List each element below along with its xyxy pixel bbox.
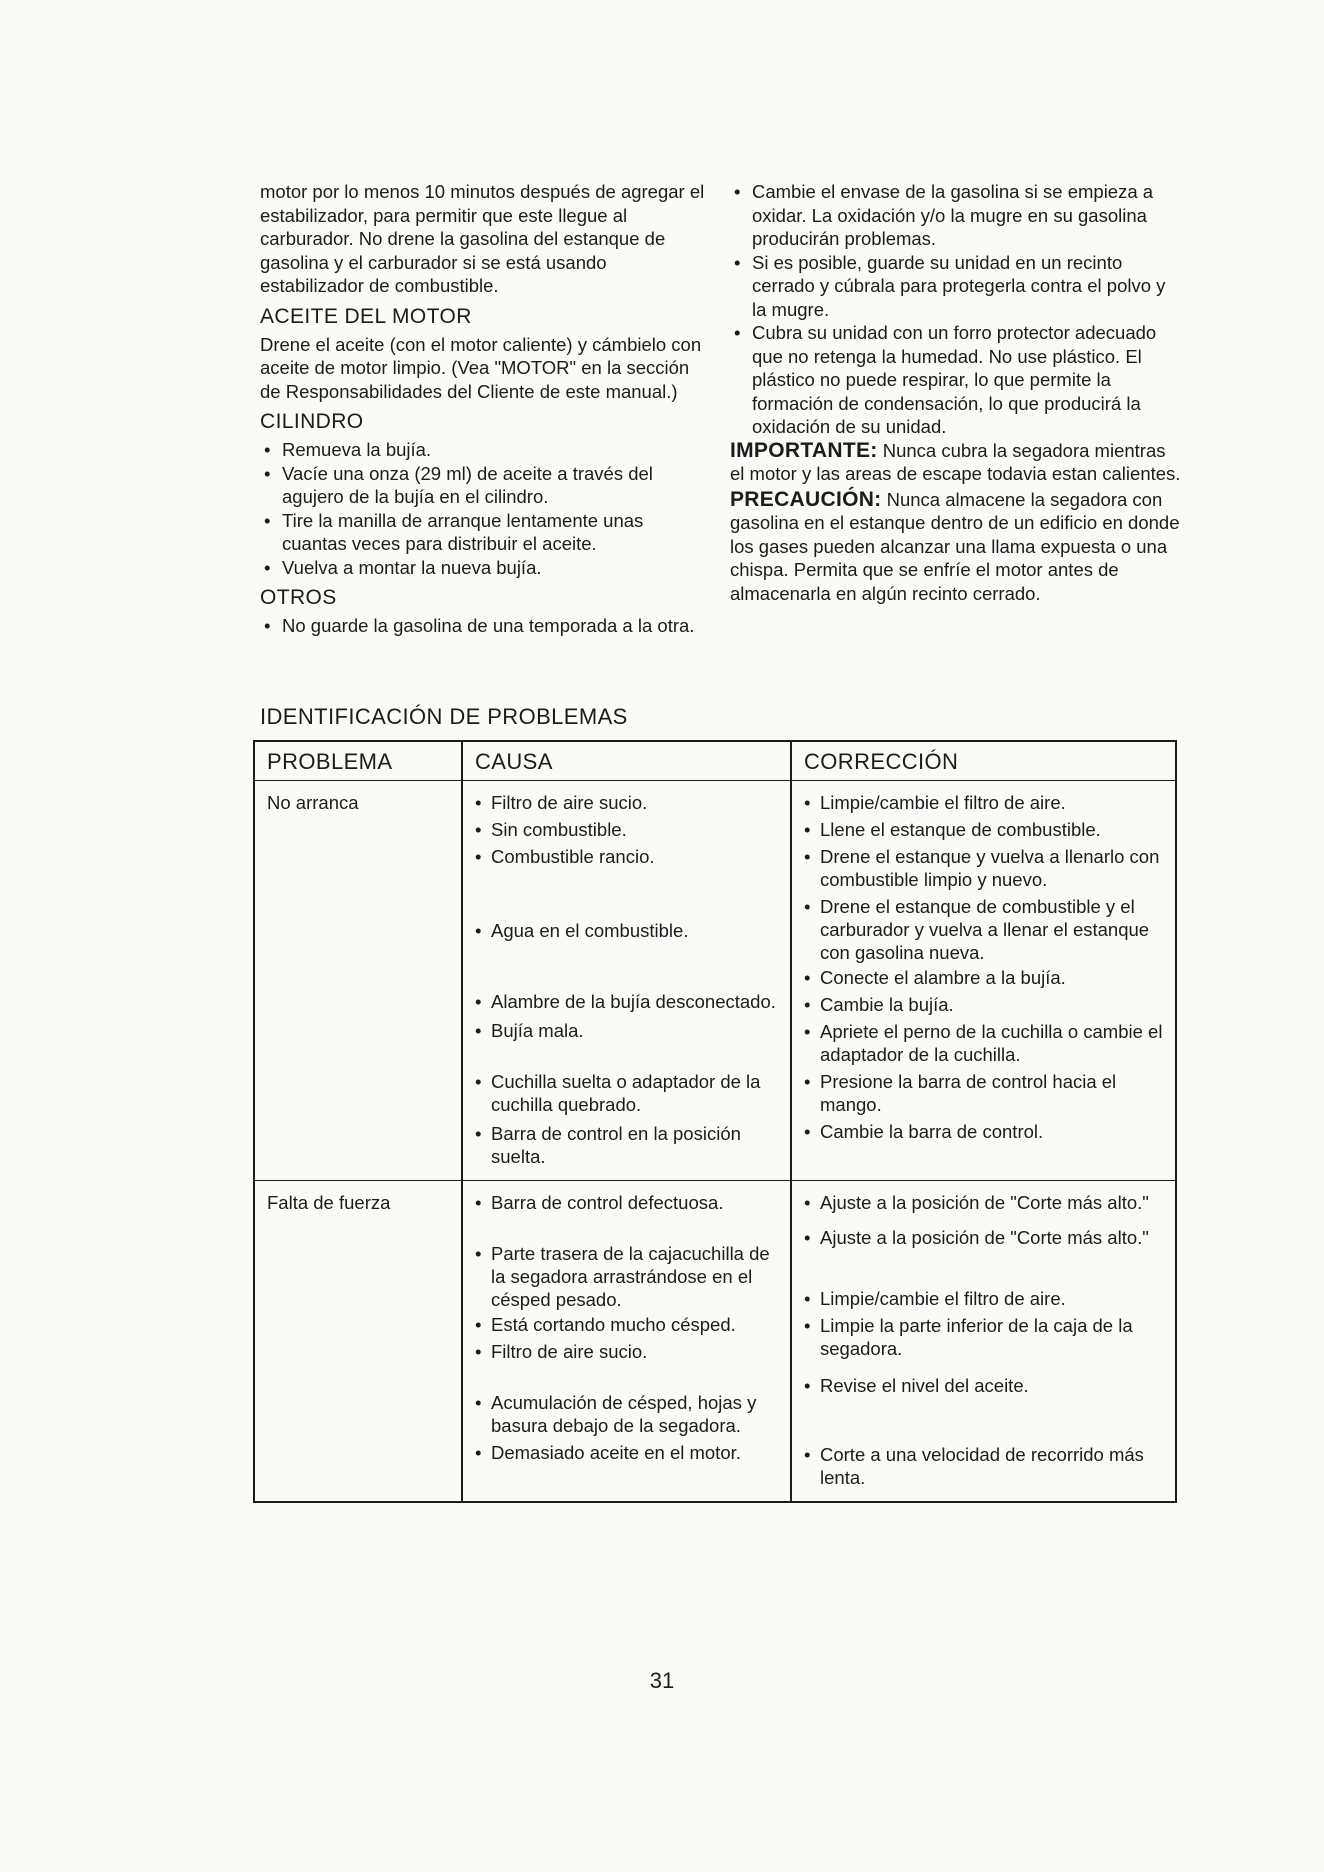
header-correccion: CORRECCIÓN [791,741,1176,781]
table-header-row [254,741,1176,781]
list-item: • Agua en el combustible. [475,919,778,942]
list-item: • Alambre de la bujía desconectado. [475,990,778,1013]
aceite-heading: ACEITE DEL MOTOR [260,304,472,328]
correccion-cell [791,781,1176,1181]
list-item: • Sin combustible. [475,818,778,841]
causa-cell [462,781,791,1181]
list-item: • Drene el estanque de combustible y el carburador y vuelva a llenar el estanque con gasolina nueva. [804,895,1163,964]
precaucion-note [730,488,1182,606]
correccion-cell [791,1181,1176,1503]
troubleshooting-table-wrapper [253,740,1175,1503]
list-item: • Vuelva a montar la nueva bujía. [260,556,710,580]
table-row [254,1181,1176,1503]
page-number: 31 [649,1668,675,1693]
correccion-list [804,1191,1163,1489]
precaucion-text: Nunca almacene la segadora con gasolina en el estanque dentro de un edificio en donde los gases pueden alcanzar una llama expuesta o una chispa. Permita que se enfríe el motor antes de almacenarla en algún recinto cerrado. [730,488,1180,604]
cilindro-list [260,438,710,579]
list-item: • Cambie la bujía. [804,993,1163,1016]
correccion-list [804,791,1163,1143]
table-row [254,781,1176,1181]
causa-list [475,1191,778,1464]
importante-text: Nunca cubra la segadora mientras el motor y las areas de escape todavia estan calientes. [730,439,1181,484]
list-item: • Cambie el envase de la gasolina si se empieza a oxidar. La oxidación y/o la mugre en su gasolina producirán problemas. [730,180,1182,251]
intro-paragraph: motor por lo menos 10 minutos después de agregar el estabilizador, para permitir que este llegue al carburador. No drene la gasolina del estanque de gasolina y el carburador si se está usando estabilizador de combustible. [260,181,705,296]
storage-tips-list [730,180,1182,439]
left-column [260,180,710,638]
list-item: • Corte a una velocidad de recorrido más lenta. [804,1443,1163,1489]
causa-cell [462,1181,791,1503]
list-item: • Parte trasera de la cajacuchilla de la segadora arrastrándose en el césped pesado. [475,1242,778,1311]
list-item: • Apriete el perno de la cuchilla o cambie el adaptador de la cuchilla. [804,1020,1163,1066]
list-item: • Combustible rancio. [475,845,778,868]
header-causa: CAUSA [462,741,791,781]
list-item: • Ajuste a la posición de "Corte más alto." [804,1226,1163,1249]
list-item: • Si es posible, guarde su unidad en un recinto cerrado y cúbrala para protegerla contra el polvo y la mugre. [730,251,1182,322]
precaucion-label: PRECAUCIÓN: [730,487,882,511]
list-item: • Ajuste a la posición de "Corte más alto." [804,1191,1163,1214]
otros-heading: OTROS [260,586,337,609]
right-column [730,180,1182,607]
otros-list [260,614,710,638]
header-problema: PROBLEMA [254,741,462,781]
troubleshooting-title: IDENTIFICACIÓN DE PROBLEMAS [260,704,628,729]
importante-label: IMPORTANTE: [730,438,878,462]
list-item: • Limpie/cambie el filtro de aire. [804,1287,1163,1310]
list-item: • Remueva la bujía. [260,438,710,462]
problem-cell: Falta de fuerza [254,1181,462,1503]
list-item: • Conecte el alambre a la bujía. [804,966,1163,989]
list-item: • Filtro de aire sucio. [475,1340,778,1363]
cilindro-heading: CILINDRO [260,410,364,433]
problem-cell: No arranca [254,781,462,1181]
list-item: • Está cortando mucho césped. [475,1313,778,1336]
list-item: • Cambie la barra de control. [804,1120,1163,1143]
list-item: • Barra de control en la posición suelta. [475,1122,778,1168]
causa-list [475,791,778,1168]
list-item: • Barra de control defectuosa. [475,1191,778,1214]
list-item: • Cubra su unidad con un forro protector adecuado que no retenga la humedad. No use plástico. El plástico no puede respirar, lo que permite la formación de condensación, lo que producirá la oxidación de su unidad. [730,321,1182,439]
list-item: • Tire la manilla de arranque lentamente unas cuantas veces para distribuir el aceite. [260,509,710,556]
list-item: • Demasiado aceite en el motor. [475,1441,778,1464]
list-item: • Acumulación de césped, hojas y basura debajo de la segadora. [475,1391,778,1437]
list-item: • Presione la barra de control hacia el mango. [804,1070,1163,1116]
list-item: • Limpie/cambie el filtro de aire. [804,791,1163,814]
troubleshooting-table [253,740,1177,1503]
list-item: • Cuchilla suelta o adaptador de la cuchilla quebrado. [475,1070,778,1116]
list-item: • Llene el estanque de combustible. [804,818,1163,841]
list-item: • Drene el estanque y vuelva a llenarlo con combustible limpio y nuevo. [804,845,1163,891]
list-item: • Revise el nivel del aceite. [804,1374,1163,1397]
list-item: • Vacíe una onza (29 ml) de aceite a través del agujero de la bujía en el cilindro. [260,462,710,509]
list-item: • Limpie la parte inferior de la caja de la segadora. [804,1314,1163,1360]
aceite-text: Drene el aceite (con el motor caliente) y cámbielo con aceite de motor limpio. (Vea "MOTOR" en la sección de Responsabilidades del Cliente de este manual.) [260,333,702,402]
importante-note [730,439,1182,486]
list-item: • No guarde la gasolina de una temporada a la otra. [260,614,710,638]
list-item: • Filtro de aire sucio. [475,791,778,814]
list-item: • Bujía mala. [475,1019,778,1042]
